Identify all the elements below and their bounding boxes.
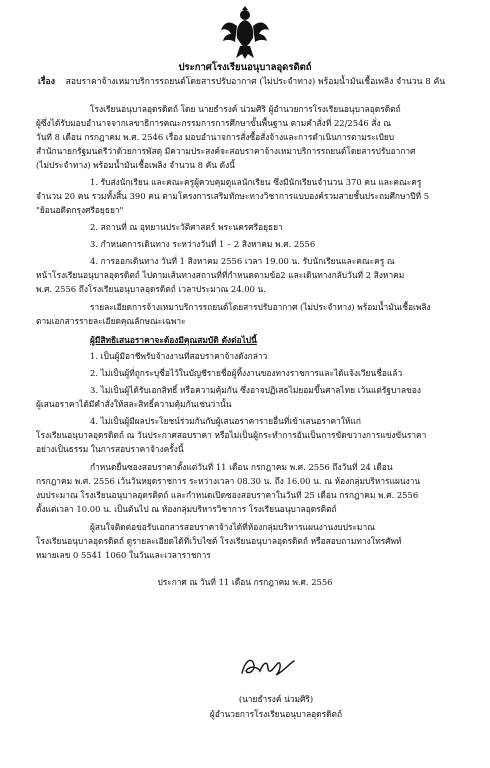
- contact-line: โรงเรียนอนุบาลอุดรดิตถ์ ดูรายละเอียดได้ที่เว็บไซต์ โรงเรียนอนุบาลอุดรดิตถ์ หรือสอบถามทางโทรศัพท์: [36, 536, 402, 546]
- schedule-line: กำหนดยื่นซองสอบราคาตั้งแต่วันที่ 11 เดือน กรกฎาคม พ.ศ. 2556 ถึงวันที่ 24 เดือน: [90, 462, 393, 472]
- contact-line: ผู้สนใจติดต่อขอรับเอกสารสอบราคาจ้างได้ที่ห้องกลุ่มบริหารแผนงานงบประมาณ: [90, 522, 375, 532]
- item-line: ตามเอกสารรายละเอียดคุณลักษณะเฉพาะ: [36, 316, 186, 326]
- body-line: วันที่ 8 เดือน กรกฎาคม พ.ศ. 2546 เรื่อง มอบอำนาจการสั่งซื้อสั่งจ้างและการดำเนินการตามระเบียบ: [36, 132, 395, 142]
- item-line: 3. กำหนดการเดินทาง ระหว่างวันที่ 1 – 2 สิงหาคม พ.ศ. 2556: [90, 239, 316, 249]
- item-line: 4. การออกเดินทาง วันที่ 1 สิงหาคม 2556 เวลา 19.00 น. รับนักเรียนและคณะครู ณ: [90, 256, 395, 266]
- body-line: ผู้ซึ่งได้รับมอบอำนาจจากเลขาธิการคณะกรรมการการศึกษาขั้นพื้นฐาน ตามคำสั่งที่ 22/2546 สั่ง ณ: [36, 118, 392, 128]
- item-line: หน้าโรงเรียนอนุบาลอุดรดิตถ์ ไปตามเส้นทางสถานที่ที่กำหนดตามข้อ2 และเดินทางกลับวันที่ 2 สิงหาคม: [36, 270, 405, 280]
- subject-line: [38, 76, 478, 88]
- qualification-line: ผู้เสนอราคาได้มีคำสั่งให้สละสิทธิ์ความคุ้มกันเช่นว่านั้น: [36, 399, 232, 409]
- subject-label: เรื่อง: [38, 77, 55, 87]
- qualification-heading: ผู้มีสิทธิเสนอราคาจะต้องมีคุณสมบัติ ดังต่อไปนี้: [90, 335, 257, 345]
- subject-text: สอบราคาจ้างเหมาบริการรถยนต์โดยสารปรับอากาศ (ไม่ประจำทาง) พร้อมน้ำมันเชื้อเพลิง จำนวน 8 คัน: [65, 77, 446, 87]
- schedule-line: กรกฎาคม พ.ศ. 2556 เว้นวันหยุดราชการ ระหว่างเวลา 08.30 น. ถึง 16.00 น. ณ ห้องกลุ่มบริหารแผนงาน: [36, 476, 421, 486]
- item-line: รายละเอียดการจ้างเหมาบริการรถยนต์โดยสารปรับอากาศ (ไม่ประจำทาง) พร้อมน้ำมันเชื้อเพลิง: [90, 302, 431, 312]
- qualification-line: โรงเรียนอนุบาลอุดรดิตถ์ ณ วันประกาศสอบราคา หรือไม่เป็นผู้กระทำการอันเป็นการขัดขวางการแข่งขันราคา: [36, 430, 427, 440]
- garuda-emblem-icon: [220, 6, 270, 60]
- item-line: พ.ศ. 2556 ถึงโรงเรียนอนุบาลอุดรดิตถ์ เวลาประมาณ 24.00 น.: [36, 284, 266, 294]
- schedule-line: ตั้งแต่เวลา 10.00 น. เป็นต้นไป ณ ห้องกลุ่มบริหารวิชาการ โรงเรียนอนุบาลอุดรดิตถ์: [36, 504, 337, 514]
- page-title: ประกาศโรงเรียนอนุบาลอุดรดิตถ์: [178, 62, 312, 73]
- body-line: โรงเรียนอนุบาลอุดรดิตถ์ โดย นายธำรงค์ น่วมศิริ ผู้อำนวยการโรงเรียนอนุบาลอุดรดิตถ์: [90, 104, 401, 114]
- announce-date: ประกาศ ณ วันที่ 11 เดือน กรกฎาคม พ.ศ. 2556: [157, 577, 333, 587]
- item-line: 2. สถานที่ ณ อุทยานประวัติศาสตร์ พระนครศรีอยุธยา: [90, 222, 283, 232]
- qualification-line: อย่างเป็นธรรม ในการสอบราคาจ้างครั้งนี้: [36, 444, 184, 454]
- item-line: 1. รับส่งนักเรียน และคณะครูผู้ควบคุมดูแลนักเรียน ซึ่งมีนักเรียนจำนวน 370 คน และคณะครู: [90, 177, 422, 187]
- body-line: (ไม่ประจำทาง) พร้อมน้ำมันเชื้อเพลิง จำนวน 8 คัน ดังนี้: [36, 160, 235, 170]
- handwritten-signature-icon: [238, 653, 298, 681]
- qualification-line: 1. เป็นผู้มีอาชีพรับจ้างงานที่สอบราคาจ้างดังกล่าว: [90, 351, 268, 361]
- qualification-line: 4. ไม่เป็นผู้มีผลประโยชน์ร่วมกันกับผู้เสนอราคารายอื่นที่เข้าเสนอราคาให้แก่: [90, 416, 361, 426]
- qualification-line: 2. ไม่เป็นผู้ที่ถูกระบุชื่อไว้ในบัญชีรายชื่อผู้ทิ้งงานของทางราชการและได้แจ้งเวียนชื่อแล้ว: [90, 368, 403, 378]
- item-line: จำนวน 20 คน รวมทั้งสิ้น 390 คน ตามโครงการเสริมทักษะทางวิชาการแบบองค์รวมสายชั้นประถมศึกษาปีที่ 5: [36, 191, 430, 201]
- signer-name: (นายธำรงค์ น่วมศิริ): [238, 694, 314, 704]
- contact-line: หมายเลข 0 5541 1060 ในวันและเวลาราชการ: [36, 550, 211, 560]
- qualification-line: 3. ไม่เป็นผู้ได้รับเอกสิทธิ์ หรือความคุ้มกัน ซึ่งอาจปฏิเสธไม่ยอมขึ้นศาลไทย เว้นแต่รัฐบาลของ: [90, 385, 421, 395]
- item-line: "ย้อนอดีตกรุงศรีอยุธยา": [36, 205, 124, 215]
- signer-title: ผู้อำนวยการโรงเรียนอนุบาลอุดรดิตถ์: [209, 709, 343, 719]
- schedule-line: งบประมาณ โรงเรียนอนุบาลอุดรดิตถ์ และกำหนดเปิดซองสอบราคาในวันที่ 25 เดือน กรกฎาคม พ.ศ. 2556: [36, 490, 419, 500]
- body-line: สำนักนายกรัฐมนตรีว่าด้วยการพัสดุ มีความประสงค์จะสอบราคาจ้างเหมาบริการรถยนต์โดยสารปรับอากาศ: [36, 146, 416, 156]
